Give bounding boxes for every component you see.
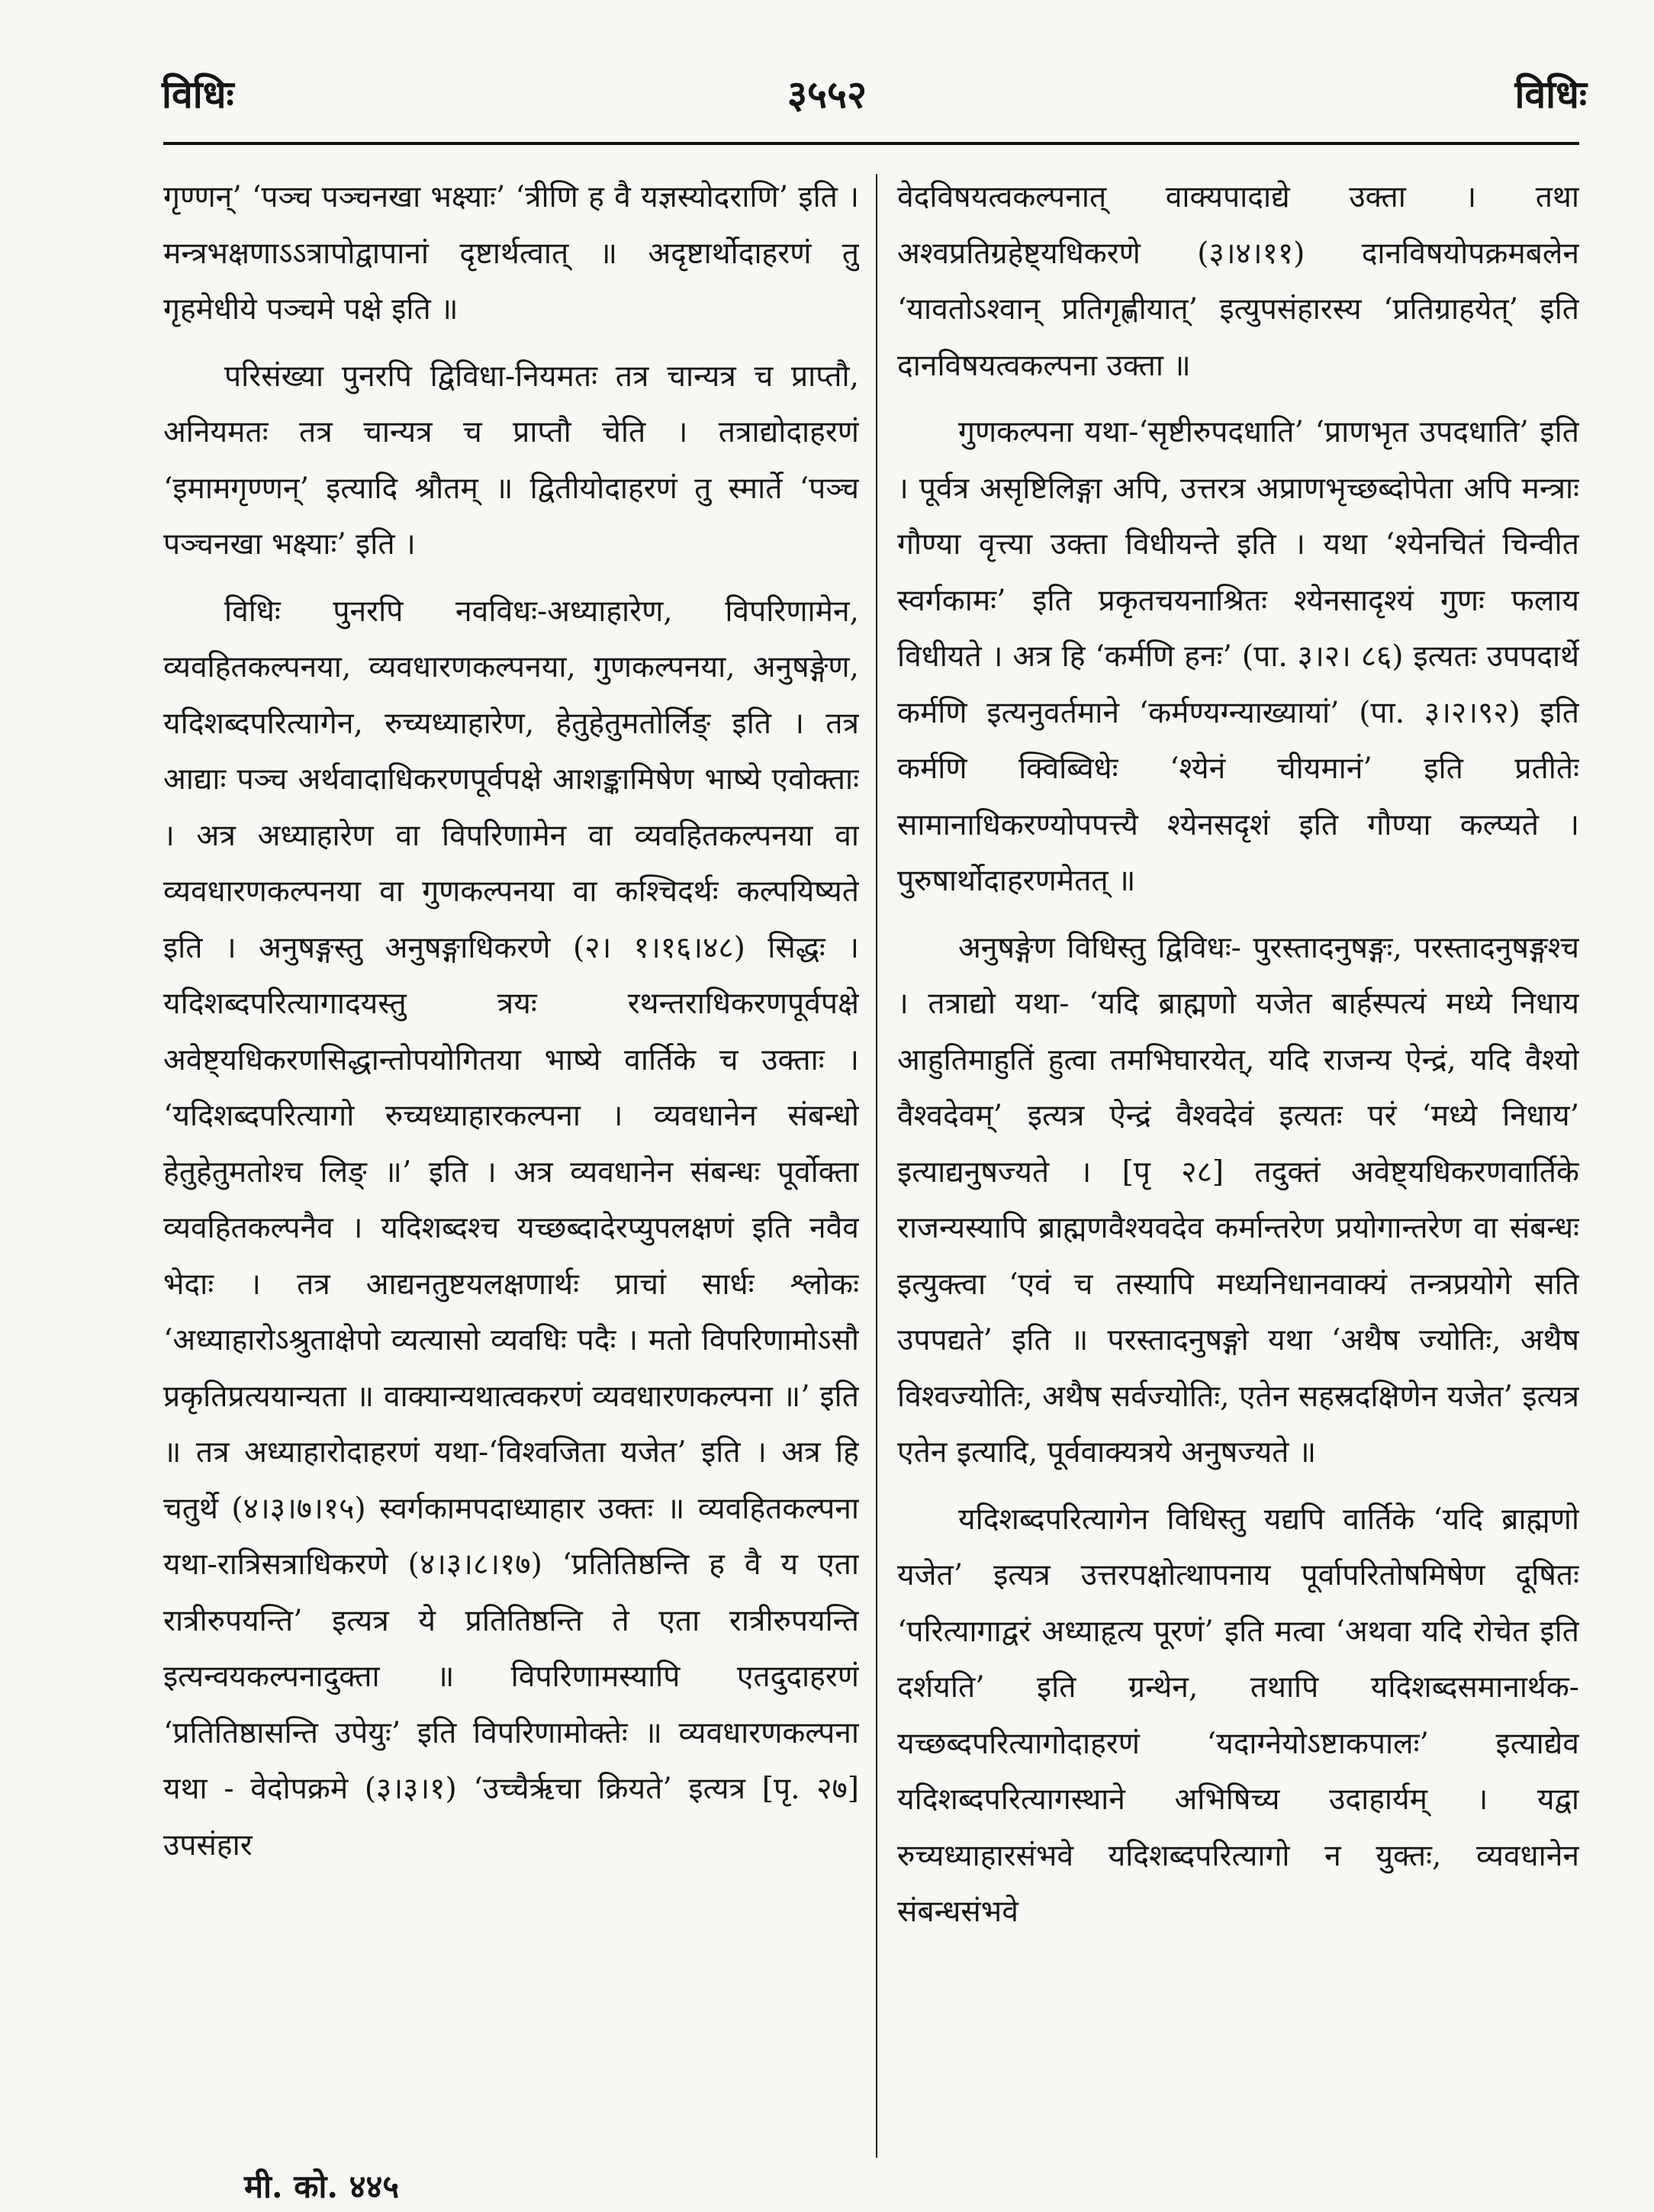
right-paragraph-1: वेदविषयत्वकल्पनात् वाक्यपादाद्ये उक्ता । तथा अश्वप्रतिग्रहेष्ट्यधिकरणे (३।४।११) दानविषयोपक्रमबलेन ‘यावतोऽश्वान् प्रतिगृह्णीयात्’ इत्युपसंहारस्य ‘प्रतिग्राहयेत्’ इति दानविषयत्वकल्पना उक्ता ॥ bbox=[897, 180, 1579, 383]
running-head-left: विधिः bbox=[162, 72, 234, 117]
left-paragraph-1: गृण्णन्’ ‘पञ्च पञ्चनखा भक्ष्याः’ ‘त्रीणि ह वै यज्ञस्योदराणि’ इति । मन्त्रभक्षणाऽऽत्रापोद्वापानां दृष्टार्थत्वात् ॥ अदृष्टार्थोदाहरणं तु गृहमेधीये पञ्चमे पक्षे इति ॥ bbox=[163, 180, 859, 327]
right-column bbox=[897, 169, 1579, 2138]
column-divider bbox=[876, 174, 877, 2158]
left-paragraph-3: विधिः पुनरपि नवविधः-अध्याहारेण, विपरिणामेन, व्यवहितकल्पनया, व्यवधारणकल्पनया, गुणकल्पनया, अनुषङ्गेण, यदिशब्दपरित्यागेन, रुच्यध्याहारेण, हेतुहेतुमतोर्लिङ् इति । तत्र आद्याः पञ्च अर्थवादाधिकरणपूर्वपक्षे आशङ्कामिषेण भाष्ये एवोक्ताः । अत्र अध्याहारेण वा विपरिणामेन वा व्यवहितकल्पनया वा व्यवधारणकल्पनया वा गुणकल्पनया वा कश्चिदर्थः कल्पयिष्यते इति । अनुषङ्गस्तु अनुषङ्गाधिकरणे (२। १।१६।४८) सिद्धः । यदिशब्दपरित्यागादयस्तु त्रयः रथन्तराधिकरणपूर्वपक्षे अवेष्ट्यधिकरणसिद्धान्तोपयोगितया भाष्ये वार्तिके च उक्ताः । ‘यदिशब्दपरित्यागो रुच्यध्याहारकल्पना । व्यवधानेन संबन्धो हेतुहेतुमतोश्च लिङ् ॥’ इति । अत्र व्यवधानेन संबन्धः पूर्वोक्ता व्यवहितकल्पनैव । यदिशब्दश्च यच्छब्दादेरप्युपलक्षणं इति नवैव भेदाः । तत्र आद्यनतुष्टयलक्षणार्थः प्राचां सार्धः श्लोकः ‘अध्याहारोऽश्रुताक्षेपो व्यत्यासो व्यवधिः पदैः । मतो विपरिणामोऽसौ प्रकृतिप्रत्ययान्यता ॥ वाक्यान्यथात्वकरणं व्यवधारणकल्पना ॥’ इति ॥ तत्र अध्याहारोदाहरणं यथा-‘विश्वजिता यजेत’ इति । अत्र हि चतुर्थे (४।३।७।१५) स्वर्गकामपदाध्याहार उक्तः ॥ व्यवहितकल्पना यथा-रात्रिसत्राधिकरणे (४।३।८।१७) ‘प्रतितिष्ठन्ति ह वै य एता रात्रीरुपयन्ति’ इत्यत्र ये प्रतितिष्ठन्ति ते एता रात्रीरुपयन्ति इत्यन्वयकल्पनादुक्ता ॥ विपरिणामस्यापि एतदुदाहरणं ‘प्रतितिष्ठासन्ति उपेयुः’ इति विपरिणामोक्तेः ॥ व्यवधारणकल्पना यथा - वेदोपक्रमे (३।३।१) ‘उच्चैर्ऋचा क्रियते’ इत्यत्र [पृ. २७] उपसंहार bbox=[163, 594, 859, 1863]
signature-mark: मी. को. ४४५ bbox=[244, 2168, 400, 2205]
right-paragraph-2: गुणकल्पना यथा-‘सृष्टीरुपदधाति’ ‘प्राणभृत उपदधाति’ इति । पूर्वत्र असृष्टिलिङ्गा अपि, उत्तरत्र अप्राणभृच्छब्दोपेता अपि मन्त्राः गौण्या वृत्त्या उक्ता विधीयन्ते इति । यथा ‘श्येनचितं चिन्वीत स्वर्गकामः’ इति प्रकृतचयनाश्रितः श्येनसादृश्यं गुणः फलाय विधीयते । अत्र हि ‘कर्मणि हनः’ (पा. ३।२। ८६) इत्यतः उपपदार्थे कर्मणि इत्यनुवर्तमाने ‘कर्मण्यग्न्याख्यायां’ (पा. ३।२।९२) इति कर्मणि क्विब्विधेः ‘श्येनं चीयमानं’ इति प्रतीतेः सामानाधिकरण्योपपत्त्यै श्येनसदृशं इति गौण्या कल्प्यते । पुरुषार्थोदाहरणमेतत् ॥ bbox=[897, 415, 1579, 898]
left-paragraph-2: परिसंख्या पुनरपि द्विविधा-नियमतः तत्र चान्यत्र च प्राप्तौ, अनियमतः तत्र चान्यत्र च प्राप्तौ चेति । तत्राद्योदाहरणं ‘इमामगृण्णन्’ इत्यादि श्रौतम् ॥ द्वितीयोदाहरणं तु स्मार्ते ‘पञ्च पञ्चनखा भक्ष्याः’ इति । bbox=[163, 359, 859, 562]
right-paragraph-4: यदिशब्दपरित्यागेन विधिस्तु यद्यपि वार्तिके ‘यदि ब्राह्मणो यजेत’ इत्यत्र उत्तरपक्षोत्थापनाय पूर्वापरितोषमिषेण दूषितः ‘परित्यागाद्वरं अध्याहृत्य पूरणं’ इति मत्वा ‘अथवा यदि रोचेत इति दर्शयति’ इति ग्रन्थेन, तथापि यदिशब्दसमानार्थक-यच्छब्दपरित्यागोदाहरणं ‘यदाग्नेयोऽष्टाकपालः’ इत्याद्येव यदिशब्दपरित्यागस्थाने अभिषिच्य उदाहार्यम् । यद्वा रुच्यध्याहारसंभवे यदिशब्दपरित्यागो न युक्तः, व्यवधानेन संबन्धसंभवे bbox=[897, 1502, 1579, 1929]
header-rule bbox=[163, 142, 1579, 145]
page-number: ३५५२ bbox=[787, 72, 867, 117]
left-column bbox=[163, 169, 859, 2138]
right-paragraph-3: अनुषङ्गेण विधिस्तु द्विविधः- पुरस्तादनुषङ्गः, परस्तादनुषङ्गश्च । तत्राद्यो यथा- ‘यदि ब्राह्मणो यजेत बार्हस्पत्यं मध्ये निधाय आहुतिमाहुतिं हुत्वा तमभिघारयेत्, यदि राजन्य ऐन्द्रं, यदि वैश्यो वैश्वदेवम्’ इत्यत्र ऐन्द्रं वैश्वदेवं इत्यतः परं ‘मध्ये निधाय’ इत्याद्यनुषज्यते । [पृ २८] तदुक्तं अवेष्ट्यधिकरणवार्तिके राजन्यस्यापि ब्राह्मणवैश्यवदेव कर्मान्तरेण प्रयोगान्तरेण वा संबन्धः इत्युक्त्वा ‘एवं च तस्यापि मध्यनिधानवाक्यं तन्त्रप्रयोगे सति उपपद्यते’ इति ॥ परस्तादनुषङ्गो यथा ‘अथैष ज्योतिः, अथैष विश्वज्योतिः, अथैष सर्वज्योतिः, एतेन सहस्रदक्षिणेन यजेत’ इत्यत्र एतेन इत्यादि, पूर्ववाक्यत्रये अनुषज्यते ॥ bbox=[897, 930, 1579, 1470]
running-head-right: विधिः bbox=[1514, 72, 1587, 117]
